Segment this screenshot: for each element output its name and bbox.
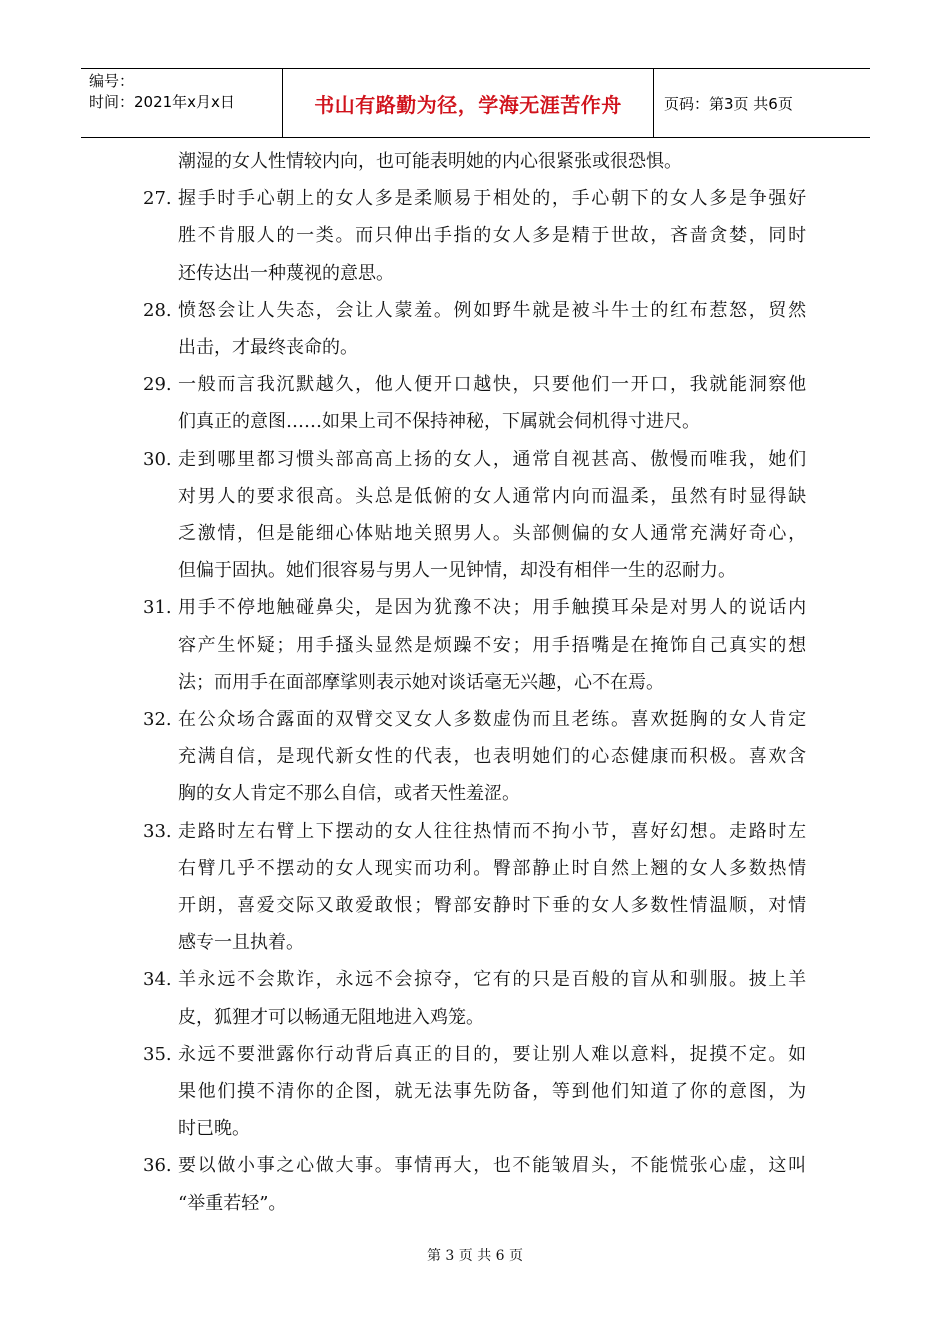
item-text-line: 法；而用手在面部摩挲则表示她对谈话毫无兴趣，心不在焉。 [178, 671, 664, 693]
item-number: 34. [143, 969, 172, 991]
document-header [81, 68, 870, 138]
item-number: 35. [143, 1043, 172, 1065]
item-text-line: 充满自信，是现代新女性的代表，也表明她们的心态健康而积极。喜欢含 [178, 746, 808, 768]
item-text-line: 潮湿的女人性情较内向，也可能表明她的内心很紧张或很恐惧。 [178, 151, 682, 172]
item-text-line: 时已晚。 [178, 1118, 250, 1140]
item-text-line: 乏激情，但是能细心体贴地关照男人。头部侧偏的女人通常充满好奇心， [178, 523, 808, 544]
item-text-line: 一般而言我沉默越久，他人便开口越快，只要他们一开口，我就能洞察他 [178, 374, 808, 396]
item-text-line: “举重若轻”。 [178, 1192, 287, 1214]
item-text-line: 果他们摸不清你的企图，就无法事先防备，等到他们知道了你的意图，为 [178, 1081, 808, 1102]
item-text-line: 还传达出一种蔑视的意思。 [178, 262, 394, 284]
item-number: 27. [143, 188, 172, 210]
item-text-line: 用手不停地触碰鼻尖，是因为犹豫不决；用手触摸耳朵是对男人的说话内 [178, 597, 808, 619]
header-page-label: 页码：第3页 共6页 [664, 94, 793, 113]
page-footer: 第 3 页 共 6 页 [426, 1248, 524, 1264]
item-text-line: 出击，才最终丧命的。 [178, 337, 358, 358]
time-label: 时间：2021年x月x日 [89, 93, 235, 111]
item-text-line: 胜不肯服人的一类。而只伸出手指的女人多是精于世故，吝啬贪婪，同时 [178, 225, 808, 247]
item-number: 28. [143, 299, 172, 321]
item-text-line: 右臂几乎不摆动的女人现实而功利。臀部静止时自然上翘的女人多数热情 [178, 857, 808, 879]
item-text-line: 走路时左右臂上下摆动的女人往往热情而不拘小节，喜好幻想。走路时左 [178, 820, 808, 842]
item-text-line: 对男人的要求很高。头总是低俯的女人通常内向而温柔，虽然有时显得缺 [178, 485, 808, 507]
item-text-line: 胸的女人肯定不那么自信，或者天性羞涩。 [178, 783, 520, 805]
header-motto: 书山有路勤为径，学海无涯苦作舟 [283, 69, 654, 137]
item-number: 31. [143, 597, 172, 619]
item-text-line: 皮，狐狸才可以畅通无阻地进入鸡笼。 [178, 1006, 484, 1028]
item-text-line: 们真正的意图……如果上司不保持神秘，下属就会伺机得寸进尺。 [178, 411, 700, 433]
item-number: 36. [143, 1155, 172, 1177]
item-text-line: 要以做小事之心做大事。事情再大，也不能皱眉头，不能慌张心虚，这叫 [178, 1155, 808, 1177]
header-meta [81, 69, 283, 137]
item-number: 33. [143, 820, 172, 842]
item-text-line: 走到哪里都习惯头部高高上扬的女人，通常自视甚高、傲慢而唯我，她们 [178, 448, 808, 470]
item-number: 29. [143, 374, 172, 396]
item-text-line: 但偏于固执。她们很容易与男人一见钟情，却没有相伴一生的忍耐力。 [178, 560, 736, 582]
item-text-line: 容产生怀疑；用手搔头显然是烦躁不安；用手捂嘴是在掩饰自己真实的想 [178, 634, 808, 656]
item-text-line: 感专一且执着。 [178, 932, 304, 954]
code-label: 编号： [89, 72, 135, 90]
item-text-line: 羊永远不会欺诈，永远不会掠夺，它有的只是百般的盲从和驯服。披上羊 [178, 969, 808, 991]
item-text-line: 愤怒会让人失态，会让人蒙羞。例如野牛就是被斗牛士的红布惹怒，贸然 [178, 299, 808, 321]
item-text-line: 握手时手心朝上的女人多是柔顺易于相处的，手心朝下的女人多是争强好 [178, 188, 808, 210]
item-text-line: 开朗，喜爱交际又敢爱敢恨；臀部安静时下垂的女人多数性情温顺，对情 [178, 895, 808, 916]
item-text-line: 永远不要泄露你行动背后真正的目的，要让别人难以意料，捉摸不定。如 [178, 1043, 808, 1065]
item-number: 30. [143, 448, 172, 470]
item-text-line: 在公众场合露面的双臂交叉女人多数虚伪而且老练。喜欢挺胸的女人肯定 [178, 709, 808, 730]
item-number: 32. [143, 709, 172, 730]
